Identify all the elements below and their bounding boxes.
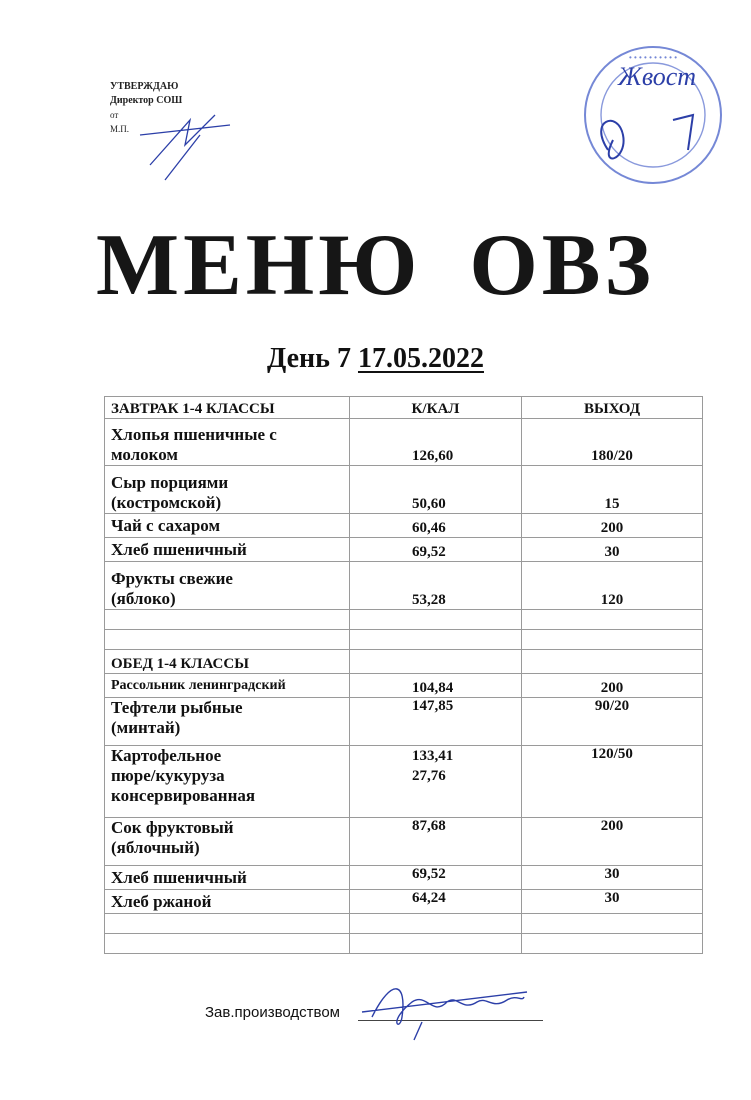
- approval-title: УТВЕРЖДАЮ: [110, 81, 179, 92]
- title-word-ovz: ОВЗ: [469, 217, 655, 314]
- stamp-handwriting: Жвост: [618, 62, 697, 91]
- table-row: [105, 746, 703, 818]
- yield-value: 15: [522, 466, 703, 514]
- dish-name: Картофельное: [111, 746, 222, 765]
- kcal-value: 64,24: [350, 890, 522, 914]
- table-row: [105, 890, 703, 914]
- yield-value: 200: [522, 514, 703, 538]
- table-row: [105, 466, 703, 514]
- kcal-value: 133,41: [412, 748, 454, 764]
- table-row: [105, 514, 703, 538]
- yield-value: 120: [522, 562, 703, 610]
- kcal-value-2: 27,76: [412, 768, 446, 784]
- table-row: [105, 419, 703, 466]
- kcal-value: 60,46: [350, 514, 522, 538]
- kcal-value: 69,52: [350, 866, 522, 890]
- svg-text:• • • • • • • • • •: • • • • • • • • • •: [628, 53, 678, 62]
- day-label: День 7: [267, 343, 351, 374]
- dish-name: Чай с сахаром: [105, 514, 350, 538]
- yield-value: 180/20: [522, 419, 703, 466]
- kcal-value: 87,68: [350, 818, 522, 866]
- empty-row: [105, 610, 703, 630]
- dish-name-cont: (минтай): [111, 718, 181, 737]
- dish-name: Сыр порциями: [111, 473, 229, 492]
- day-heading: [0, 343, 751, 375]
- table-row: [105, 698, 703, 746]
- dish-name-cont: (яблоко): [111, 589, 176, 608]
- yield-value: 200: [522, 674, 703, 698]
- lunch-header-row: [105, 650, 703, 674]
- empty-row: [105, 914, 703, 934]
- dish-name-cont: пюре/кукуруза: [111, 766, 225, 785]
- table-row: [105, 538, 703, 562]
- lunch-header-meal: ОБЕД 1-4 КЛАССЫ: [105, 650, 350, 674]
- dish-name: Хлеб пшеничный: [105, 538, 350, 562]
- yield-value: 200: [522, 818, 703, 866]
- dish-name-cont: (костромской): [111, 493, 222, 512]
- empty-row: [105, 934, 703, 954]
- header-yield: ВЫХОД: [522, 397, 703, 419]
- approval-position: Директор СОШ: [110, 95, 183, 106]
- approval-seal-place: М.П.: [110, 124, 130, 134]
- kcal-value: 147,85: [350, 698, 522, 746]
- table-row: [105, 674, 703, 698]
- official-seal-stamp: [578, 40, 728, 190]
- kcal-value: 69,52: [350, 538, 522, 562]
- dish-name: Сок фруктовый: [111, 818, 234, 837]
- yield-value: 30: [522, 890, 703, 914]
- dish-name: Хлопья пшеничные с: [111, 425, 277, 444]
- approval-from: от: [110, 110, 119, 120]
- dish-name-cont: (яблочный): [111, 838, 200, 857]
- kcal-value: 50,60: [350, 466, 522, 514]
- yield-value: 30: [522, 538, 703, 562]
- table-row: [105, 562, 703, 610]
- director-signature: [130, 95, 240, 185]
- yield-value: 90/20: [522, 698, 703, 746]
- empty-row: [105, 630, 703, 650]
- dish-name-cont2: консервированная: [111, 786, 256, 805]
- production-head-label: Зав.производством: [205, 1004, 340, 1021]
- table-row: [105, 818, 703, 866]
- table-row: [105, 866, 703, 890]
- production-head-signature: [352, 972, 532, 1042]
- dish-name: Рассольник ленинградский: [105, 674, 350, 698]
- menu-table: [104, 396, 703, 954]
- kcal-value: 53,28: [350, 562, 522, 610]
- kcal-value: 104,84: [350, 674, 522, 698]
- dish-name: Хлеб пшеничный: [105, 866, 350, 890]
- yield-value: 30: [522, 866, 703, 890]
- yield-value: 120/50: [522, 746, 703, 818]
- title-word-menu: МЕНЮ: [96, 217, 422, 314]
- day-date: 17.05.2022: [357, 343, 484, 374]
- dish-name-cont: молоком: [111, 445, 178, 464]
- breakfast-header-row: [105, 397, 703, 419]
- page-title: [0, 215, 751, 316]
- dish-name: Хлеб ржаной: [105, 890, 350, 914]
- dish-name: Тефтели рыбные: [111, 698, 243, 717]
- breakfast-header-meal: ЗАВТРАК 1-4 КЛАССЫ: [105, 397, 350, 419]
- dish-name: Фрукты свежие: [111, 569, 233, 588]
- header-kcal: К/КАЛ: [350, 397, 522, 419]
- kcal-value: 126,60: [350, 419, 522, 466]
